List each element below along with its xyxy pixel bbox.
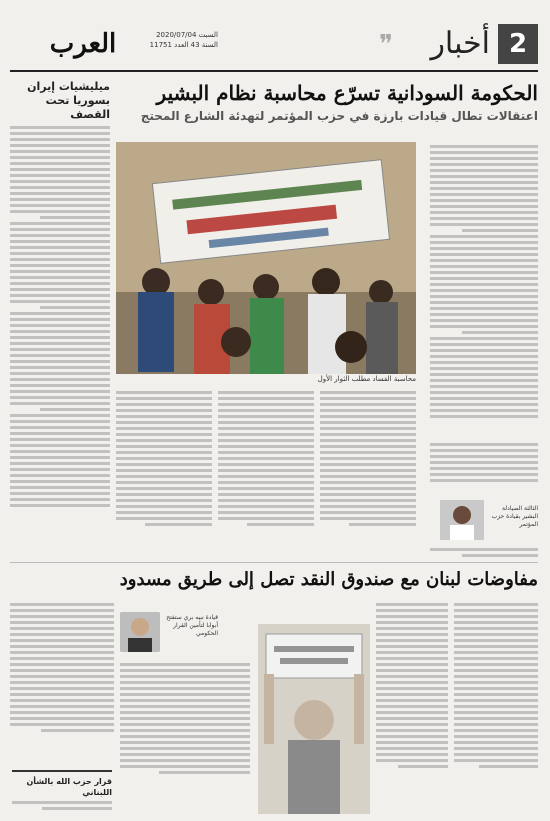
protest-photo [116, 142, 416, 374]
masthead [10, 22, 538, 72]
side-story-headline: ميليشيات إيران بسوريا تحت القصف [27, 80, 110, 121]
page-number: 2 [498, 24, 538, 64]
issue-date: السبت 2020/07/04 [156, 31, 218, 39]
columnist-photo [440, 500, 484, 540]
main-story-col-2 [218, 388, 314, 529]
columnist-caption: الثالثة الصيادلة البشير بقيادة حزب المؤتمر [491, 505, 538, 528]
main-story-col-4 [430, 440, 538, 485]
main-headline: الحكومة السودانية تسرّع محاسبة نظام البشير [156, 81, 538, 105]
main-story-col-5 [430, 545, 538, 560]
second-story-col-4 [454, 600, 538, 771]
official-photo [120, 612, 160, 652]
second-story-col-3 [376, 600, 448, 771]
second-headline-block [10, 562, 538, 591]
bottom-teaser-box [12, 770, 112, 810]
bottom-teaser-headline: قرار حزب الله بالشأن اللبناني [26, 777, 112, 797]
second-story-col-1 [10, 600, 114, 735]
section-title: أخبار [430, 26, 490, 61]
issue-info [128, 30, 218, 50]
main-story-body-right [430, 142, 538, 421]
quote-icon: ❞ [379, 30, 393, 60]
main-subheadline: اعتقالات تطال قيادات بارزة في حزب المؤتمر لتهدئة الشارع المحتج [140, 109, 538, 123]
protester-photo [258, 624, 370, 814]
photo-caption: محاسبة الفساد مطلب الثوار الأول [317, 375, 416, 383]
main-headline-block [116, 80, 538, 124]
newspaper-logo [42, 26, 124, 62]
logo-text: العرب [49, 29, 117, 59]
issue-number: السنة 43 العدد 11751 [149, 41, 218, 49]
main-story-col-3 [320, 388, 416, 529]
second-headline: مفاوضات لبنان مع صندوق النقد تصل إلى طريق مسدود [119, 569, 538, 590]
second-story-col-2 [120, 660, 250, 777]
official-caption: قيادة نبيه بري ستفتح أبوابا لتأمين القرار الحكومي [166, 614, 218, 637]
main-story-col-1 [116, 388, 212, 529]
side-story-body [10, 126, 110, 507]
